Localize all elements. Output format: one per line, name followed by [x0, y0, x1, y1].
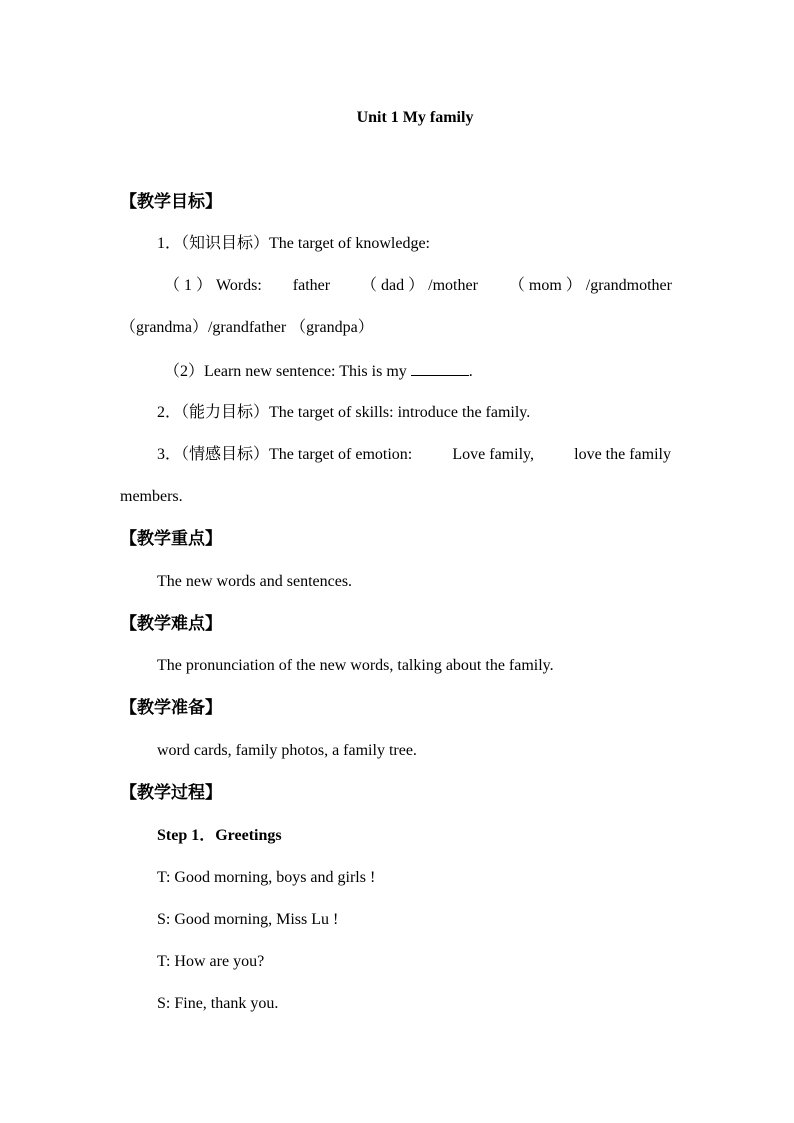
heading-objectives: 【教学目标】 [120, 192, 222, 211]
emotion-part-3: love the family [574, 446, 671, 463]
heading-key-points: 【教学重点】 [120, 529, 222, 548]
words-part-1: （ 1 ） Words: [164, 277, 262, 294]
objective-emotion-continued: members. [120, 488, 183, 505]
dialogue-line: S: Good morning, Miss Lu ! [157, 911, 339, 928]
words-part-4: （ mom ） /grandmother [508, 277, 672, 294]
emotion-part-2: Love family, [452, 446, 534, 463]
document-title: Unit 1 My family [356, 109, 474, 126]
words-part-3: （ dad ） /mother [361, 277, 478, 294]
heading-process: 【教学过程】 [120, 783, 222, 802]
words-part-2: father [292, 277, 331, 294]
objective-words-line [164, 276, 672, 296]
emotion-part-1: 3．（情感目标）The target of emotion: [157, 446, 413, 463]
preparation-text: word cards, family photos, a family tree. [157, 742, 417, 759]
dialogue-line: T: How are you? [157, 953, 265, 970]
fill-in-blank [411, 361, 469, 376]
dialogue-line: S: Fine, thank you. [157, 995, 279, 1012]
sentence-text: （2）Learn new sentence: This is my [164, 363, 407, 380]
heading-difficulties: 【教学难点】 [120, 614, 222, 633]
dialogue-line: T: Good morning, boys and girls ! [157, 869, 376, 886]
objective-knowledge: 1．（知识目标）The target of knowledge: [157, 235, 430, 252]
heading-preparation: 【教学准备】 [120, 698, 222, 717]
key-points-text: The new words and sentences. [157, 573, 353, 590]
objective-sentence [164, 361, 473, 382]
objective-skills: 2．（能力目标）The target of skills: introduce the family. [157, 404, 531, 421]
objective-words-continued: （grandma）/grandfather （grandpa） [120, 319, 374, 336]
difficulties-text: The pronunciation of the new words, talking about the family. [157, 657, 554, 674]
process-step-1: Step 1．Greetings [157, 827, 282, 844]
sentence-end: . [468, 363, 473, 380]
objective-emotion-line [157, 445, 671, 465]
